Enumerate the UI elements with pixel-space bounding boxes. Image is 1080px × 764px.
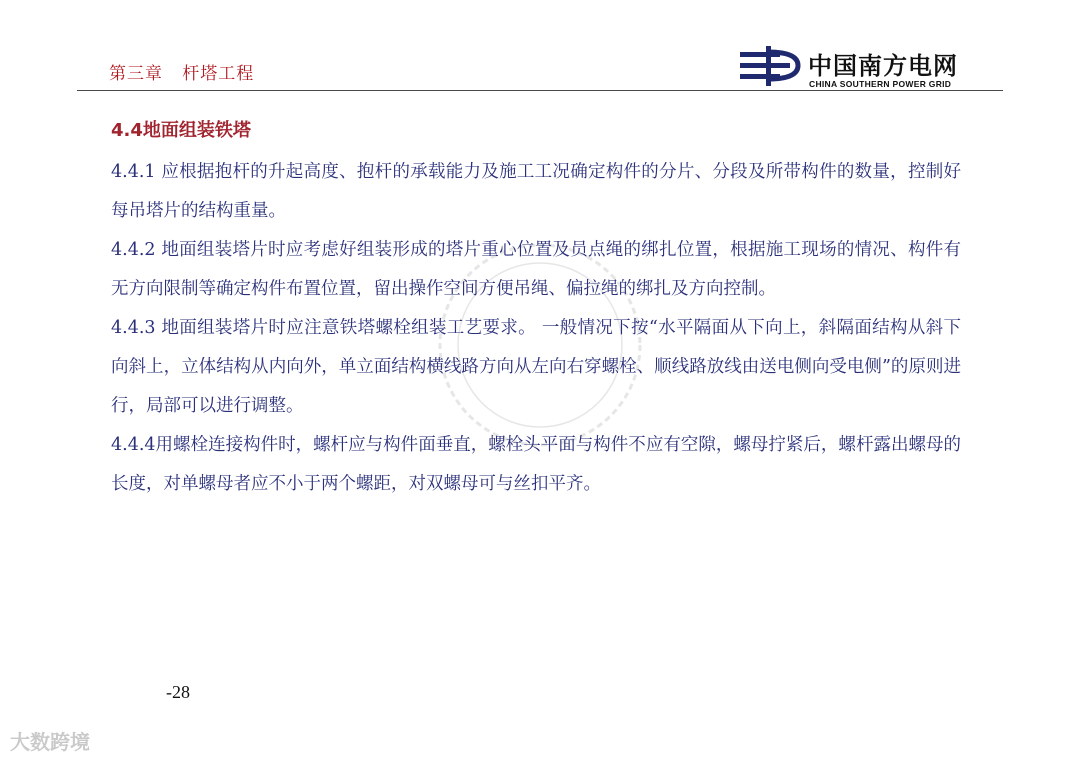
- paragraph-4-4-2: 4.4.2 地面组装塔片时应考虑好组装形成的塔片重心位置及员点绳的绑扎位置，根据施工现场的情况、构件有无方向限制等确定构件布置位置，留出操作空间方便吊绳、偏拉绳的绑扎及方向控制。: [111, 240, 961, 299]
- logo-text-en: CHINA SOUTHERN POWER GRID: [809, 79, 952, 89]
- grid-logo-icon: [738, 46, 802, 86]
- chapter-header: 第三章 杆塔工程: [109, 64, 255, 84]
- paragraph-4-4-3: 4.4.3 地面组装塔片时应注意铁塔螺栓组装工艺要求。 一般情况下按“水平隔面从下向上，斜隔面结构从斜下向斜上，立体结构从内向外，单立面结构横线路方向从左向右穿螺栓、顺线路放线由送电侧向受电侧”的原则进行，局部可以进行调整。: [111, 318, 961, 416]
- page-number: -28: [166, 682, 190, 702]
- source-watermark: 大数跨境: [10, 730, 90, 754]
- section-title: 4.4地面组装铁塔: [111, 120, 251, 141]
- section-content: [111, 153, 961, 504]
- paragraph-4-4-4: 4.4.4用螺栓连接构件时，螺杆应与构件面垂直，螺栓头平面与构件不应有空隙，螺母拧紧后，螺杆露出螺母的长度，对单螺母者应不小于两个螺距，对双螺母可与丝扣平齐。: [111, 435, 961, 494]
- logo-text-cn: 中国南方电网: [808, 52, 958, 80]
- paragraph-4-4-1: 4.4.1 应根据抱杆的升起高度、抱杆的承载能力及施工工况确定构件的分片、分段及所带构件的数量，控制好每吊塔片的结构重量。: [111, 162, 961, 221]
- company-logo: [738, 44, 978, 92]
- header-divider: [77, 90, 1003, 91]
